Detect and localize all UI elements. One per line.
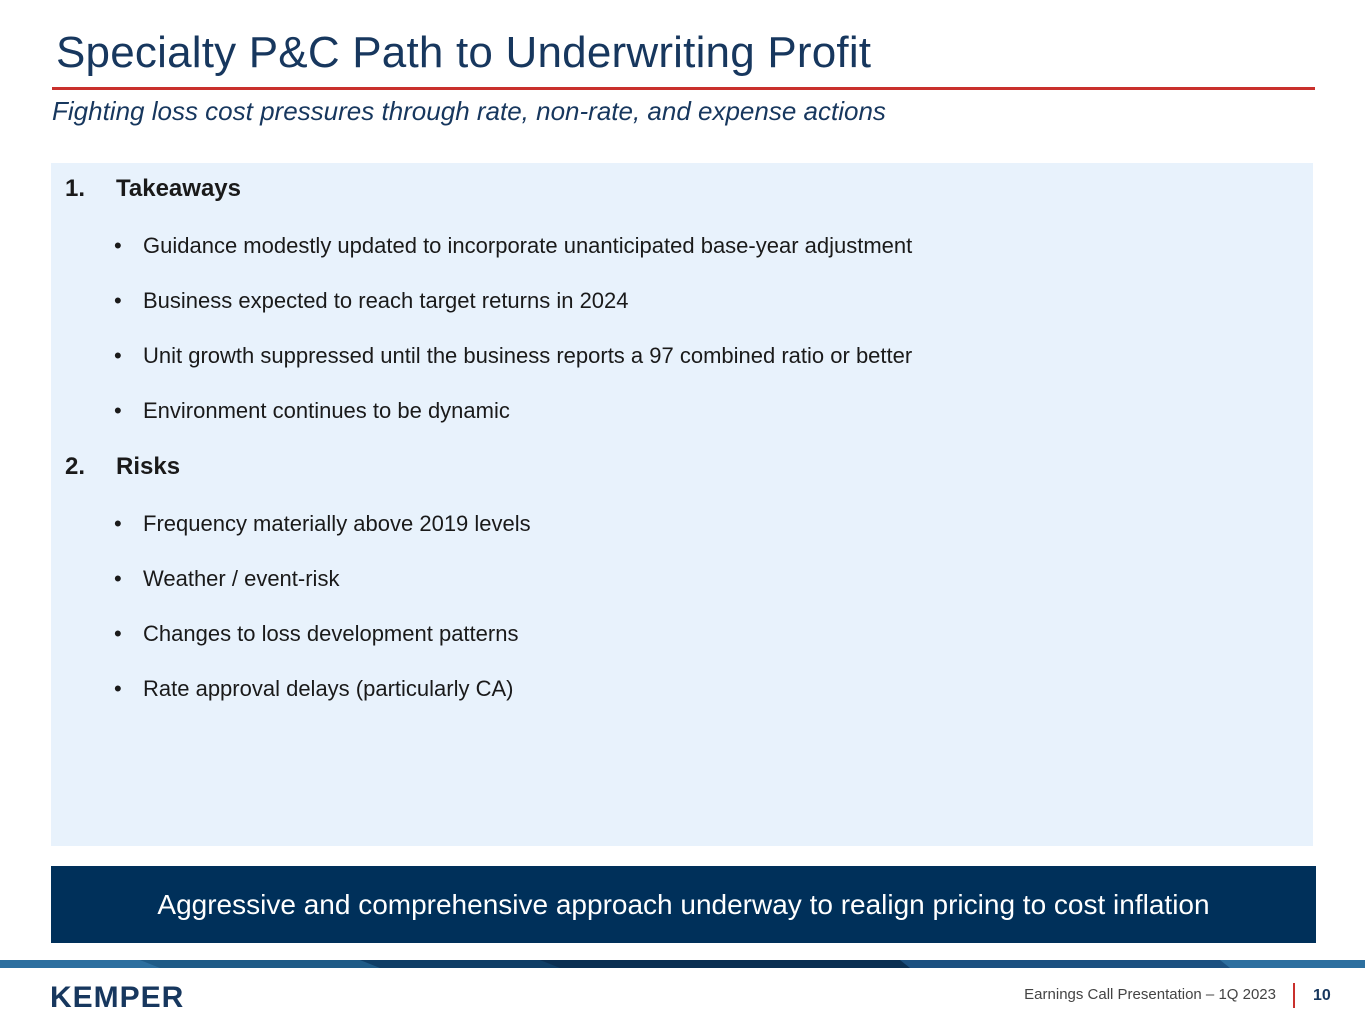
bullet-text: Unit growth suppressed until the business reports a 97 combined ratio or better (143, 343, 913, 368)
bullet-icon: • (114, 676, 122, 701)
content-panel (51, 163, 1313, 846)
logo-text: KEMPER (50, 981, 185, 1011)
bullet-icon: • (114, 511, 122, 536)
bullet-text: Rate approval delays (particularly CA) (143, 676, 514, 701)
bullet-icon: • (114, 343, 122, 368)
bullet-text: Environment continues to be dynamic (143, 398, 510, 423)
bullet-item (114, 566, 339, 592)
bullet-item (114, 233, 912, 259)
bullet-text: Business expected to reach target returns in 2024 (143, 288, 629, 313)
conclusion-banner (51, 866, 1316, 943)
bullet-icon: • (114, 288, 122, 313)
bullet-icon: • (114, 566, 122, 591)
bullet-item (114, 511, 531, 537)
section-heading-takeaways (65, 175, 241, 203)
section-title: Risks (116, 453, 181, 480)
bullet-item (114, 288, 629, 314)
slide-subtitle: Fighting loss cost pressures through rate, non-rate, and expense actions (52, 96, 886, 126)
bullet-item (114, 398, 510, 424)
section-number: 2. (65, 453, 86, 480)
bullet-item (114, 343, 912, 369)
section-title: Takeaways (116, 175, 241, 202)
banner-text: Aggressive and comprehensive approach underway to realign pricing to cost inflation (157, 888, 1210, 920)
bullet-text: Guidance modestly updated to incorporate unanticipated base-year adjustment (143, 233, 913, 258)
title-divider (52, 87, 1315, 90)
bullet-item (114, 676, 514, 702)
presentation-label: Earnings Call Presentation – 1Q 2023 (1024, 986, 1276, 1003)
bullet-text: Changes to loss development patterns (143, 621, 519, 646)
bullet-text: Frequency materially above 2019 levels (143, 511, 531, 536)
page-number: 10 (1313, 987, 1331, 1004)
bullet-item (114, 621, 518, 647)
bullet-icon: • (114, 398, 122, 423)
bullet-icon: • (114, 621, 122, 646)
section-heading-risks (65, 453, 180, 481)
section-number: 1. (65, 175, 86, 202)
kemper-logo (50, 981, 196, 1011)
footer-divider (1293, 983, 1295, 1008)
bullet-icon: • (114, 233, 122, 258)
footer-wave-stripe (0, 960, 1365, 968)
bullet-text: Weather / event-risk (143, 566, 340, 591)
slide-title: Specialty P&C Path to Underwriting Profit (56, 28, 872, 77)
